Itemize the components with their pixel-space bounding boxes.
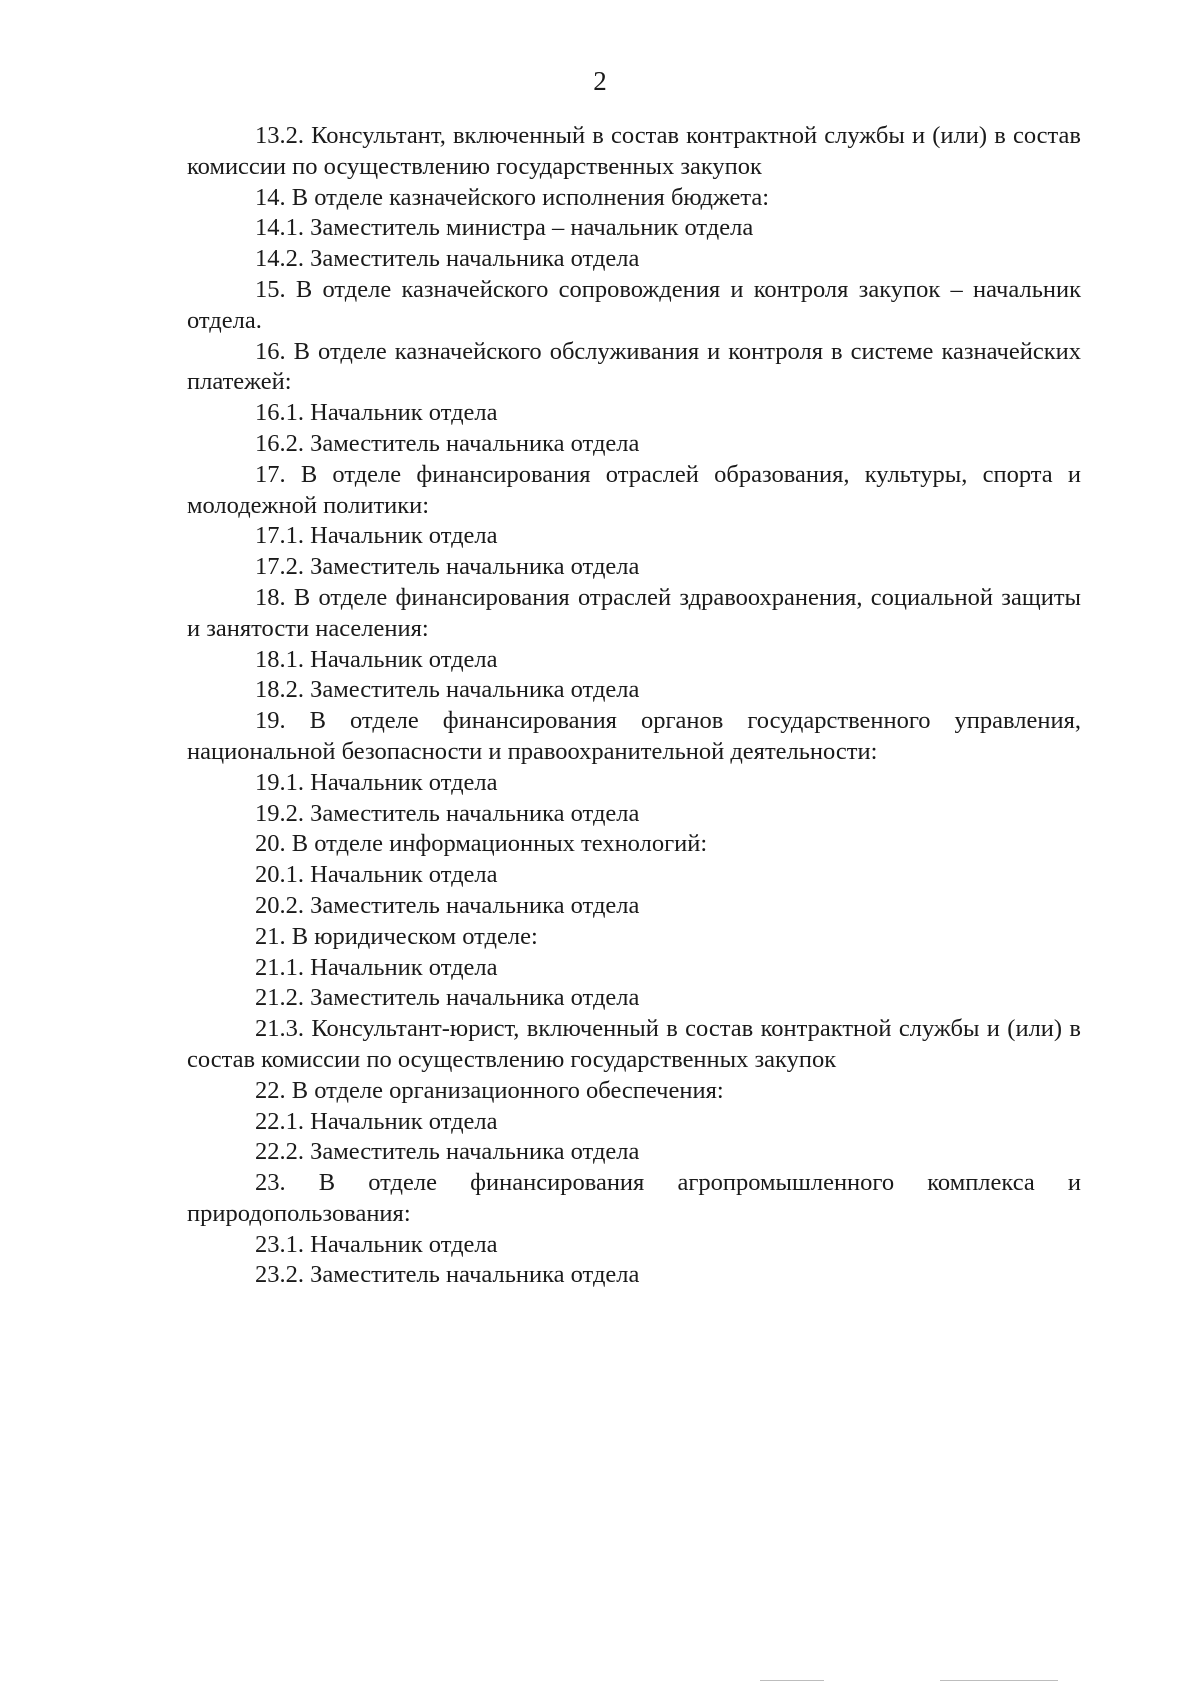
list-item: 20. В отделе информационных технологий:	[255, 830, 708, 858]
list-item: 18.1. Начальник отдела	[255, 645, 498, 673]
list-item: 15. В отделе казначейского сопровождения и контроля закупок – начальник отдела.	[187, 275, 1081, 334]
list-item: 16.2. Заместитель начальника отдела	[255, 429, 640, 457]
list-item: 17.2. Заместитель начальника отдела	[255, 553, 640, 581]
page-number: 2	[593, 66, 607, 96]
list-item: 17.1. Начальник отдела	[255, 522, 498, 550]
list-item: 22.2. Заместитель начальника отдела	[255, 1138, 640, 1166]
list-item: 21.1. Начальник отдела	[255, 953, 498, 981]
list-item: 14.2. Заместитель начальника отдела	[255, 245, 640, 273]
list-item: 20.1. Начальник отдела	[255, 861, 498, 889]
list-item: 22.1. Начальник отдела	[255, 1107, 498, 1135]
list-item: 19. В отделе финансирования органов государственного управления, национальной безопасности и правоохранительной деятельности:	[187, 707, 1081, 765]
list-item: 19.2. Заместитель начальника отдела	[255, 799, 640, 827]
list-item: 14.1. Заместитель министра – начальник отдела	[255, 214, 754, 242]
list-item: 22. В отделе организационного обеспечения:	[255, 1076, 724, 1104]
list-item: 13.2. Консультант, включенный в состав контрактной службы и (или) в состав комиссии по осуществлению государственных закупок	[187, 122, 1081, 180]
list-item: 23.1. Начальник отдела	[255, 1230, 498, 1258]
list-item: 14. В отделе казначейского исполнения бюджета:	[255, 183, 770, 211]
document-body	[187, 121, 1081, 1291]
scan-artifact-line	[760, 1680, 824, 1681]
list-item: 23.2. Заместитель начальника отдела	[255, 1261, 640, 1289]
list-item: 18.2. Заместитель начальника отдела	[255, 676, 640, 704]
list-item: 21.3. Консультант-юрист, включенный в состав контрактной службы и (или) в состав комиссии по осуществлению государственных закупок	[187, 1015, 1081, 1073]
list-item: 21.2. Заместитель начальника отдела	[255, 984, 640, 1012]
list-item: 17. В отделе финансирования отраслей образования, культуры, спорта и молодежной политики:	[187, 460, 1081, 519]
list-item: 16. В отделе казначейского обслуживания и контроля в системе казначейских платежей:	[187, 337, 1081, 396]
list-item: 20.2. Заместитель начальника отдела	[255, 891, 640, 919]
list-item: 19.1. Начальник отдела	[255, 768, 498, 796]
list-item: 21. В юридическом отделе:	[255, 922, 538, 950]
list-item: 18. В отделе финансирования отраслей здравоохранения, социальной защиты и занятости населения:	[187, 583, 1081, 642]
list-item: 16.1. Начальник отдела	[255, 399, 498, 427]
list-item: 23. В отделе финансирования агропромышленного комплекса и природопользования:	[187, 1169, 1081, 1227]
scan-artifact-line	[940, 1680, 1058, 1681]
